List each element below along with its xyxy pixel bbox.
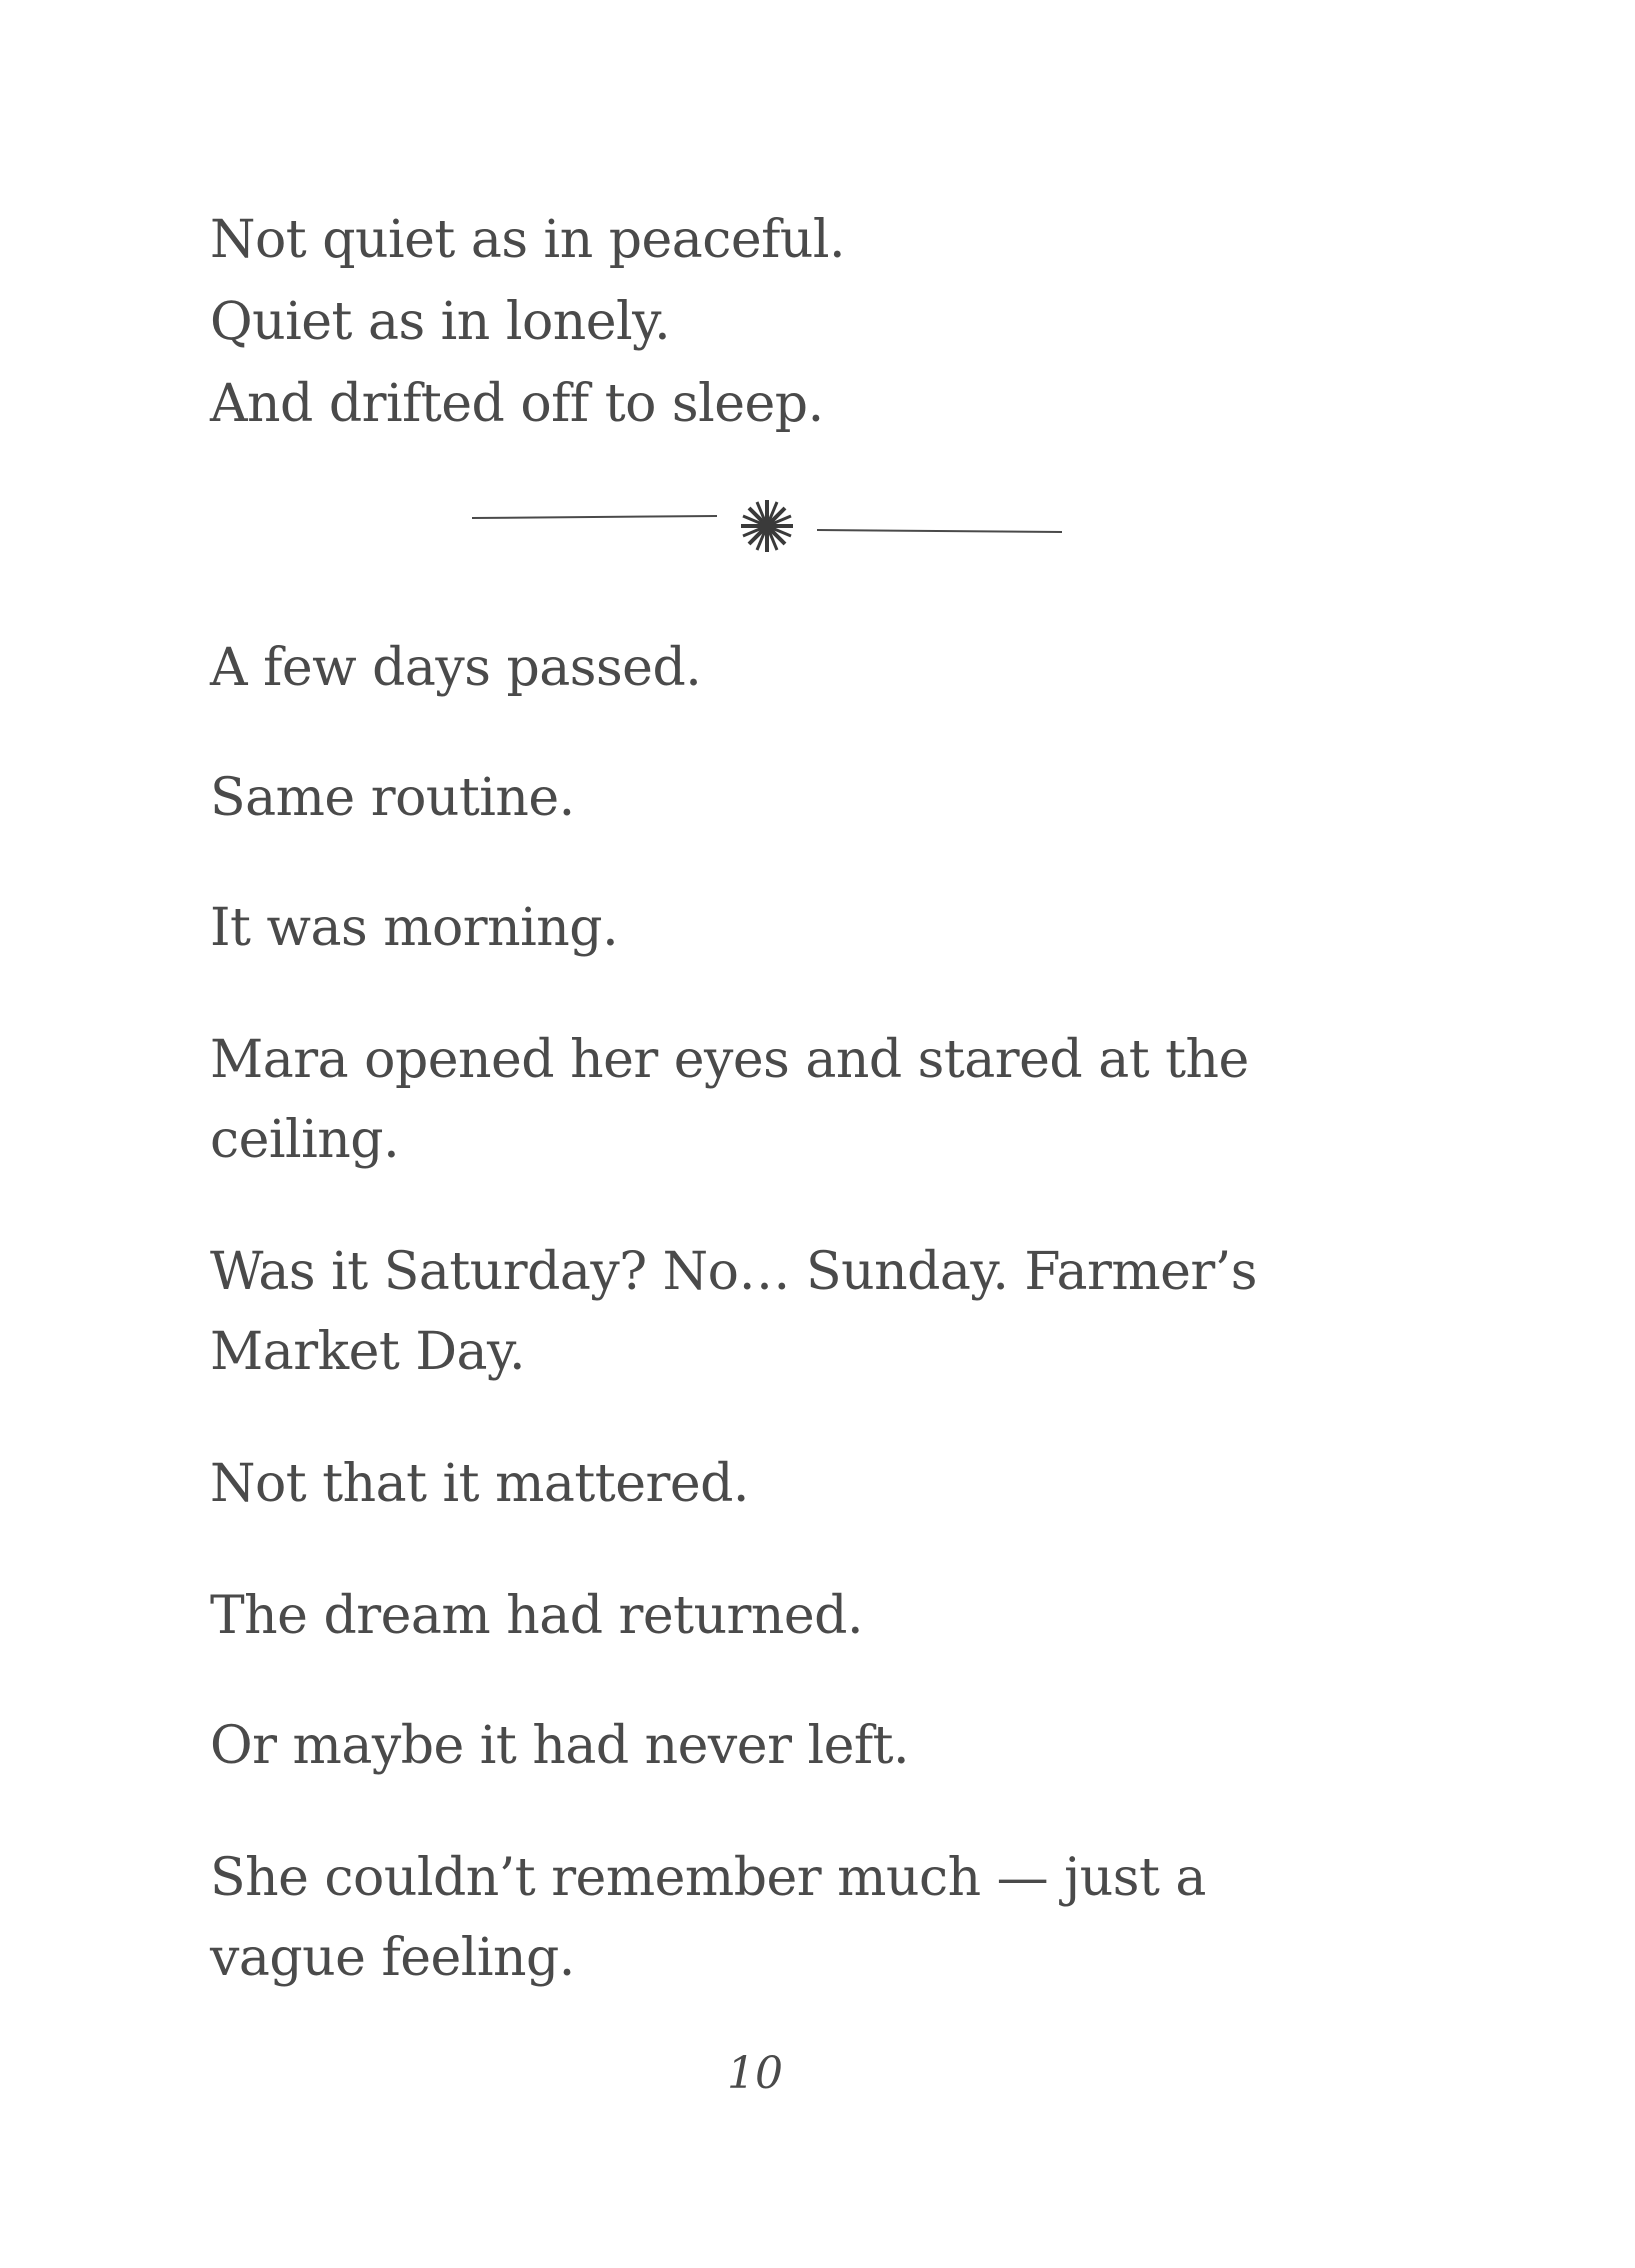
section-divider — [472, 490, 1062, 560]
paragraph-7: The dream had returned. — [210, 1586, 863, 1646]
paragraph-2: Same routine. — [210, 768, 575, 828]
opening-line-3: And drifted off to sleep. — [210, 374, 824, 434]
star-burst-icon — [741, 500, 793, 552]
paragraph-3: It was morning. — [210, 898, 619, 958]
paragraph-4: Mara opened her eyes and stared at the ceiling. — [210, 1030, 1249, 1170]
paragraph-5: Was it Saturday? No… Sunday. Farmer’s Market Day. — [210, 1242, 1257, 1382]
divider-line-right — [817, 530, 1062, 532]
paragraph-6: Not that it mattered. — [210, 1454, 749, 1514]
paragraph-8: Or maybe it had never left. — [210, 1716, 910, 1776]
divider-line-left — [472, 516, 717, 518]
opening-line-1: Not quiet as in peaceful. — [210, 210, 846, 270]
page-number: 10 — [727, 2048, 783, 2099]
opening-line-2: Quiet as in lonely. — [210, 292, 671, 352]
paragraph-9: She couldn’t remember much — just a vague feeling. — [210, 1848, 1206, 1988]
paragraph-1: A few days passed. — [210, 638, 702, 698]
